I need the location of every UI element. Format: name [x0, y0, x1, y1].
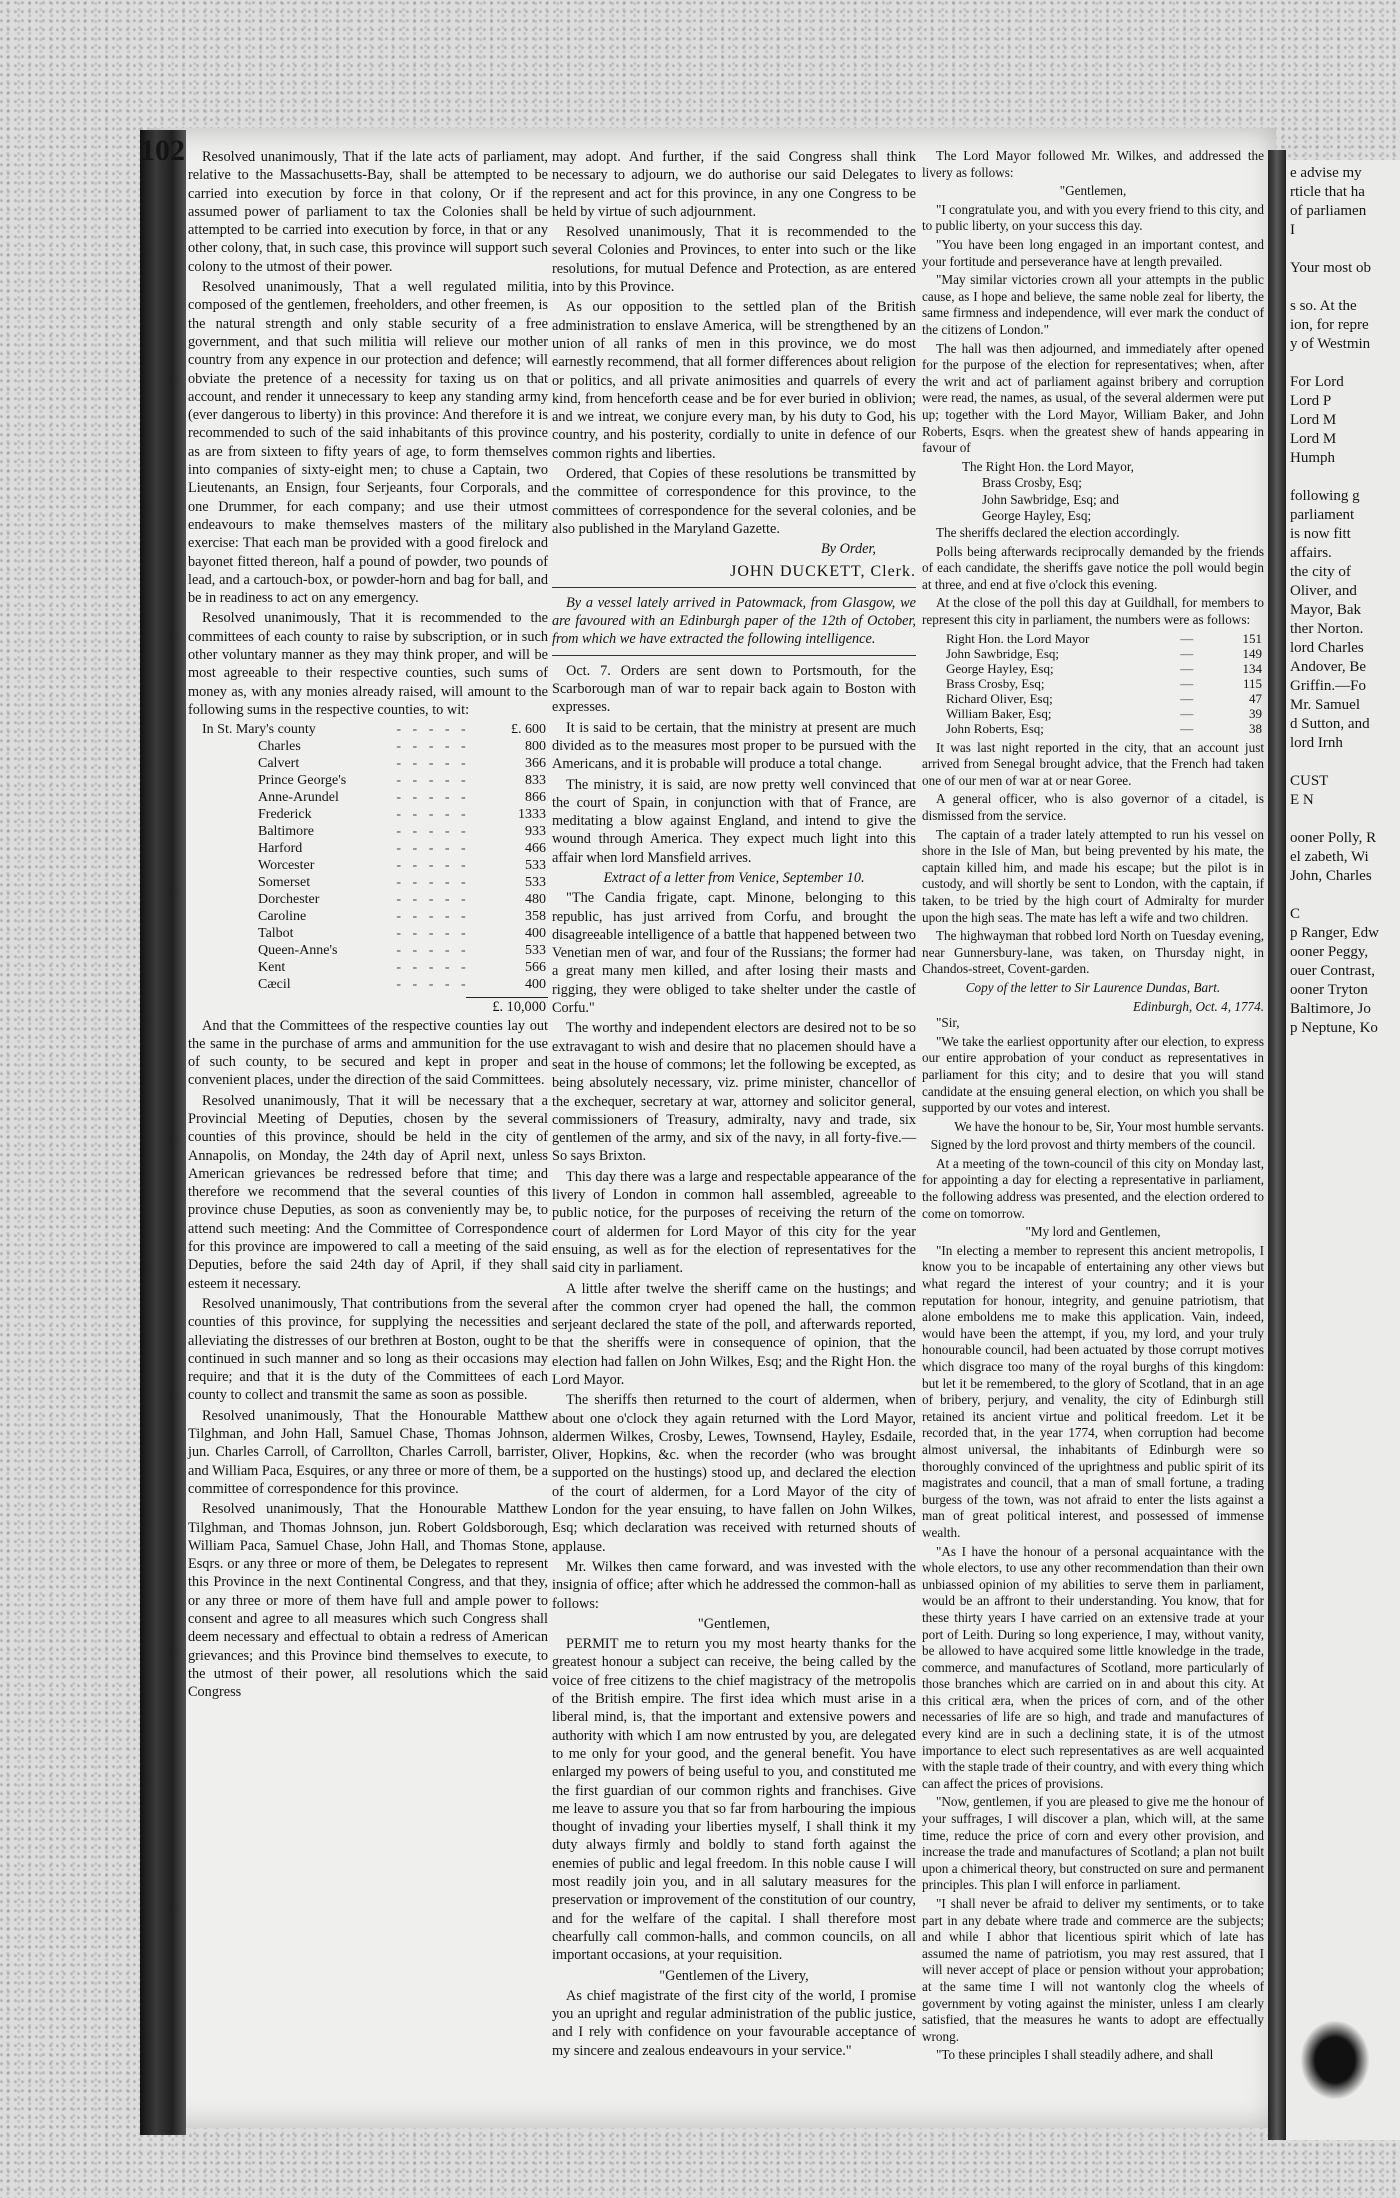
adjacent-page-line: ooner Peggy,: [1290, 944, 1369, 960]
news-paragraph: It is said to be certain, that the ministry at present are much divided as to the measures most proper to be pursued with the Americans, and it is probable will produce a total change.: [552, 719, 916, 773]
county-row: [188, 772, 548, 789]
adjacent-page-line: Lord M: [1290, 412, 1337, 428]
speech-paragraph: "As I have the honour of a personal acquaintance with the whole electors, to use any other recommendation than their own unbiassed opinion of my abilities to serve them in parliament, would be an affront to their understanding. You know, that for these thirty years I have carried on an extensive trade at your port of Leith. During so long experience, I may, without vanity, be allowed to have acquired some little knowledge in the trade, commerce, and manufactures of Scotland, more particularly of those branches which are carried on in and about this city. At this critical æra, when the prices of corn, and of the other necessaries of life are so high, and trade and manufactures of every kind are in such a declining state, it is of the utmost importance to elect such representatives as are well acquainted with the staple trade of their country, and with every thing which can affect the prices of provisions.: [922, 1543, 1264, 1791]
county-amount: 533: [525, 943, 546, 959]
county-name: Prince George's: [258, 773, 347, 789]
leader-dots: —: [1180, 690, 1198, 706]
candidate-votes: 134: [1242, 660, 1262, 676]
leader-dots: - - - - -: [396, 926, 470, 942]
speech-paragraph: "Now, gentlemen, if you are pleased to give me the honour of your suffrages, I will discover a plan, which will, at the same time, reduce the price of corn and every other provision, and increase the trade and manufactures of Scotland; a plan not built upon a chimerical theory, but constructed on sure and permanent principles. This plan I will enforce in parliament.: [922, 1794, 1264, 1893]
adjacent-page-line: ooner Tryton: [1290, 982, 1368, 998]
candidate-name: William Baker, Esq;: [946, 705, 1052, 721]
adjacent-page-line: is now fitt: [1290, 526, 1351, 542]
news-paragraph: At a meeting of the town-council of this city on Monday last, for appointing a day for electing a representative in parliament, the following address was presented, and the election ordered to come on tomorrow.: [922, 1155, 1264, 1221]
county-amount: 533: [525, 858, 546, 874]
resolution-paragraph: Resolved unanimously, That contributions from the several counties of this province, for supplying the necessities and alleviating the distresses of our brethren at Boston, ought to be continued in such manner and so long as their occasions may require; and that it is the duty of the Committees of each county to collect and transmit the same as soon as possible.: [188, 1295, 548, 1404]
leader-dots: - - - - -: [396, 790, 470, 806]
county-row: [188, 823, 548, 840]
candidate-votes: 115: [1242, 675, 1262, 691]
poll-row: [922, 691, 1264, 706]
leader-dots: —: [1180, 705, 1198, 721]
candidate-votes: 47: [1249, 690, 1262, 706]
resolution-paragraph: Resolved unanimously, That the Honourable Matthew Tilghman, and Thomas Johnson, jun. Robert Goldsborough, William Paca, Samuel Chase, John Hall, and Thomas Stone, Esqrs. or any three or more of them, be Delegates to represent this Province in the next Continental Congress, and that they, or any three or more of them have full and ample power to consent and agree to all measures which such Congress shall deem necessary and effectual to obtain a redress of American grievances; and this Province bind themselves to execute, to the utmost of their power, all resolutions which the said Congress: [188, 1501, 548, 1701]
adjacent-page-line: ion, for repre: [1290, 317, 1369, 333]
adjacent-page-line: e advise my: [1290, 165, 1362, 181]
letter-dateline: Edinburgh, Oct. 4, 1774.: [1132, 998, 1264, 1014]
county-row: [188, 840, 548, 857]
resolution-paragraph: Resolved unanimously, That it is recommended to the several Colonies and Provinces, to enter into such or the like resolutions, for mutual Defence and Protection, as are entered into by this Province.: [552, 224, 916, 296]
speech-salutation: "Gentlemen of the Livery,: [659, 1967, 809, 1984]
resolution-paragraph: As our opposition to the settled plan of the British administration to enslave America, will be strengthened by an union of all ranks of men in this province, we do most earnestly recommend, that all former differences about religion or politics, and all private animosities and quarrels of every kind, from henceforth cease and be for ever buried in oblivion; and we intreat, we conjure every man, by his duty to God, his country, and his posterity, cordially to unite in defence of our common rights and liberties.: [552, 299, 916, 462]
adjacent-page-line: p Neptune, Ko: [1290, 1020, 1378, 1036]
news-paragraph: The worthy and independent electors are desired not to be so extravagant to wish and desire that no placemen should have a seat in the house of commons; let the following be excepted, as being absolutely necessary, viz. prime minister, chancellor of the exchequer, secretary at war, attorney and solicitor general, commissioners of Treasury, admiralty, navy and trade, six gentlemen of the army, and six of the navy, in all forty-five.—So says Brixton.: [552, 1020, 916, 1165]
speech-salutation: "Gentlemen,: [697, 1615, 771, 1632]
adjacent-page-line: following g: [1290, 488, 1360, 504]
county-row: [188, 942, 548, 959]
county-row: [188, 721, 548, 738]
adjacent-page-line: [1286, 753, 1400, 772]
adjacent-page-line: [1286, 354, 1400, 373]
adjacent-page-line: Your most ob: [1290, 260, 1371, 276]
adjacent-page-line: rticle that ha: [1290, 184, 1365, 200]
county-row: [188, 789, 548, 806]
column-2: [552, 148, 916, 2062]
resolution-paragraph: Resolved unanimously, That if the late acts of parliament, relative to the Massachusetts-Bay, shall be attempted to be carried into execution by force in that colony, Or if the assumed power of parliament to tax the Colonies shall be attempted to be carried into execution by force, in that or any other colony, that, in such case, this province will support such colony to the utmost of their power.: [188, 149, 548, 275]
adjacent-page-line: affairs.: [1290, 545, 1332, 561]
adjacent-page-line: lord Irnh: [1290, 735, 1343, 751]
county-amount: 366: [525, 756, 546, 772]
county-amount: 833: [525, 773, 546, 789]
county-sums-table: [188, 721, 548, 993]
county-name: Kent: [258, 960, 286, 976]
leader-dots: - - - - -: [396, 773, 470, 789]
county-row: [188, 738, 548, 755]
by-order: By Order,: [820, 541, 876, 558]
candidate-name: George Hayley, Esq;: [946, 660, 1054, 676]
leader-dots: - - - - -: [396, 875, 470, 891]
county-amount: 358: [525, 909, 546, 925]
county-amount: 466: [525, 841, 546, 857]
page-number: 102: [140, 134, 185, 167]
county-row: [188, 908, 548, 925]
news-paragraph: Oct. 7. Orders are sent down to Portsmouth, for the Scarborough man of war to repair back again to Boston with expresses.: [552, 662, 916, 716]
adjacent-page-line: [1286, 278, 1400, 297]
adjacent-page-line: d Sutton, and: [1290, 716, 1370, 732]
speech-paragraph: "May similar victories crown all your attempts in the public cause, as I hope and believe, the same noble zeal for liberty, the same firmness and independence, will ever mark the conduct of the citizens of London.": [922, 272, 1264, 337]
adjacent-page-line: CUST: [1290, 773, 1329, 789]
county-amount: 566: [525, 960, 546, 976]
news-paragraph: At the close of the poll this day at Guildhall, for members to represent this city in parliament, the numbers were as follows:: [922, 595, 1264, 628]
poll-row: [922, 646, 1264, 661]
county-row: [188, 755, 548, 772]
poll-row: [922, 721, 1264, 736]
county-amount: 480: [525, 892, 546, 908]
adjacent-page-line: ther Norton.: [1290, 621, 1364, 637]
county-name: In St. Mary's county: [202, 722, 316, 738]
news-paragraph: A general officer, who is also governor of a citadel, is dismissed from the service.: [922, 791, 1264, 823]
leader-dots: —: [1180, 675, 1198, 691]
adjacent-page-line: E N: [1290, 792, 1314, 808]
leader-dots: - - - - -: [396, 841, 470, 857]
resolution-paragraph: Resolved unanimously, That it will be necessary that a Provincial Meeting of Deputies, chosen by the several counties of this province, should be held in the city of Annapolis, on Monday, the 24th day of April next, unless American grievances be redressed before that time; and therefore we recommend that the several counties of this province chuse Deputies, as soon as conveniently may be, to attend such meeting: And the Committee of Correspondence for this province are impowered to call a meeting of the said Deputies, before the said 24th day of April, if they shall esteem it necessary.: [188, 1092, 548, 1292]
county-name: Dorchester: [258, 892, 320, 908]
news-paragraph: The hall was then adjourned, and immediately after opened for the purpose of the election for representatives; when, after the writ and act of parliament against bribery and corruption were read, the names, as usual, of the several aldermen were put up; together with the Lord Mayor, William Baker, and John Roberts, Esqrs. when the greatest shew of hands appearing in favour of: [922, 340, 1264, 456]
county-amount: 1333: [518, 807, 546, 823]
news-paragraph: The highwayman that robbed lord North on Tuesday evening, near Gunnersbury-lane, was taken, on Thursday night, in Chandos-street, Covent-garden.: [922, 928, 1264, 977]
adjacent-page-line: [1286, 468, 1400, 487]
county-name: Anne-Arundel: [258, 790, 339, 806]
county-row: [188, 891, 548, 908]
leader-dots: - - - - -: [396, 977, 470, 993]
candidate-name: Right Hon. the Lord Mayor: [946, 630, 1090, 646]
county-name: Cæcil: [258, 977, 291, 993]
county-row: [188, 976, 548, 993]
resolution-paragraph: may adopt. And further, if the said Congress shall think necessary to adjourn, we do authorise our said Delegates to represent and act for this province, in any one Congress to be held by virtue of such adjournment.: [552, 149, 916, 220]
county-row: [188, 959, 548, 976]
leader-dots: - - - - -: [396, 909, 470, 925]
speech-paragraph: As chief magistrate of the first city of the world, I promise you an upright and regular administration of the public justice, and I rely with confidence on your favourable acceptance of my sincere and zealous endeavours in your service.": [552, 1987, 916, 2059]
clerk-signature: JOHN DUCKETT, Clerk.: [730, 562, 916, 580]
county-row: [188, 925, 548, 942]
adjacent-page-line: Oliver, and: [1290, 583, 1357, 599]
county-row: [188, 874, 548, 891]
poll-table: [922, 631, 1264, 736]
county-name: Caroline: [258, 909, 307, 925]
county-name: Frederick: [258, 807, 312, 823]
leader-dots: - - - - -: [396, 756, 470, 772]
county-name: Talbot: [258, 926, 294, 942]
county-name: Queen-Anne's: [258, 943, 338, 959]
county-amount: 800: [525, 739, 546, 755]
adjacent-page-line: s so. At the: [1290, 298, 1357, 314]
letter-signed: Signed by the lord provost and thirty members of the council.: [930, 1137, 1256, 1153]
leader-dots: - - - - -: [396, 892, 470, 908]
nominee: Brass Crosby, Esq;: [982, 475, 1082, 491]
leader-dots: - - - - -: [396, 824, 470, 840]
leader-dots: —: [1180, 660, 1198, 676]
adjacent-page-line: lord Charles: [1290, 640, 1364, 656]
candidate-votes: 151: [1242, 630, 1262, 646]
speech-paragraph: "In electing a member to represent this ancient metropolis, I know you to be incapable of entertaining any other views but what regard the interest of your country; and it is your reputation for honour, integrity, and genuine patriotism, that alone emboldens me to make this application. Vain, indeed, would have been the attempt, if you, my lord, and your truly honourable council, had been actuated by those corrupt motives which disgrace too many of the royal burghs of this kingdom: but let it be remembered, to the glory of Scotland, that in an age of bribery, perjury, and venality, the city of Edinburgh still retained its ancient virtue and political freedom. Let it be recorded that, in the year 1774, when corruption had become almost universal, the inhabitants of Edinburgh were so thoroughly convinced of the uprightness and public spirit of its magistrates and council, that a man of small fortune, a trading burgess of the town, was not afraid to enter the lists against a man of great political interest, and possessed of immense wealth.: [922, 1242, 1264, 1540]
adjacent-page-line: Humph: [1290, 450, 1335, 466]
news-intro: By a vessel lately arrived in Patowmack, from Glasgow, we are favoured with an Edinburgh paper of the 12th of October, from which we have extracted the following intelligence.: [552, 594, 916, 648]
adjacent-page-line: Baltimore, Jo: [1290, 1001, 1371, 1017]
adjacent-page-line: Griffin.—Fo: [1290, 678, 1366, 694]
leader-dots: - - - - -: [396, 722, 470, 738]
letter-salutation: "Sir,: [936, 1015, 960, 1031]
county-sums-total: £. 10,000: [466, 997, 548, 1016]
resolution-paragraph: Resolved unanimously, That it is recommended to the committees of each county to raise by subscription, or in such other voluntary manner as they may think proper, and will be most agreeable to their respective counties, such sums of money as, with any monies already raised, will amount to the following sums in the respective counties, to wit:: [188, 610, 548, 718]
leader-dots: —: [1180, 645, 1198, 661]
column-1: [188, 148, 548, 1703]
adjacent-page-line: [1286, 810, 1400, 829]
adjacent-page-line: Lord M: [1290, 431, 1337, 447]
county-name: Somerset: [258, 875, 311, 891]
county-amount: 533: [525, 875, 546, 891]
speech-paragraph: "You have been long engaged in an important contest, and your fortitude and perseverance have at length prevailed.: [922, 236, 1264, 269]
adjacent-page-line: of parliamen: [1290, 203, 1367, 219]
page-gutter: [1268, 150, 1286, 2140]
nominee: The Right Hon. the Lord Mayor,: [962, 458, 1134, 474]
ink-smear: [1300, 2020, 1370, 2100]
adjacent-page-fragment: [1286, 160, 1400, 2140]
county-name: Charles: [258, 739, 301, 755]
speech-paragraph: PERMIT me to return you my most hearty thanks for the greatest honour a subject can receive, the being called by the voice of free citizens to the chief magistracy of the metropolis of the British empire. The first idea which must arise in a liberal mind, is, that the important and extensive powers and authority with which I am now entrusted by you, are delegated to me only for your good, and the general benefit. You have enlarged my powers of being useful to you, and constituted me the first guardian of our common rights and franchises. Give me leave to assure you that so far from harbouring the impious thought of invading your liberties myself, I shall think it my duty always firmly and boldly to stand forth against the enemies of public and legal freedom. In this noble cause I will most readily join you, and in all salutary measures for the preservation or improvement of the constitution of our country, and for the welfare of the capital. I shall therefore most chearfully call common-halls, and common councils, on all important occasions, at your requisition.: [552, 1636, 916, 1964]
resolution-paragraph: Resolved unanimously, That the Honourable Matthew Tilghman, and John Hall, Samuel Chase, Thomas Johnson, jun. Charles Carroll, of Carrollton, Charles Carroll, barrister, and William Paca, Esquires, or any three or more of them, be a committee of correspondence for this province.: [188, 1407, 548, 1497]
nominee: John Sawbridge, Esq; and: [982, 491, 1119, 507]
adjacent-page-line: the city of: [1290, 564, 1351, 580]
nominee: George Hayley, Esq;: [982, 508, 1092, 524]
adjacent-page-line: C: [1290, 906, 1301, 922]
adjacent-page-line: [1286, 886, 1400, 905]
county-row: [188, 806, 548, 823]
leader-dots: - - - - -: [396, 943, 470, 959]
news-paragraph: A little after twelve the sheriff came on the hustings; and after the common cryer had opened the hall, the common serjeant declared the state of the poll, and afterwards reported, that the sheriffs were in consequence of opinion, that the election had fallen on John Wilkes, Esq; and the Right Hon. the Lord Mayor.: [552, 1280, 916, 1388]
news-paragraph: The sheriffs then returned to the court of aldermen, when about one o'clock they again returned with the Lord Mayor, aldermen Wilkes, Crosby, Lewes, Townsend, Hayley, Esdaile, Oliver, Hopkins, &c. when the recorder (who was brought supported on the hustings) stood up, and declared the election of the court of aldermen, for a Lord Mayor of the city of London for the year ensuing, to have fallen on John Wilkes, Esq; which declaration was received with returned shouts of applause.: [552, 1392, 916, 1555]
county-amount: £. 600: [511, 722, 546, 738]
adjacent-page-line: John, Charles: [1290, 868, 1372, 884]
adjacent-page-line: ouer Contrast,: [1290, 963, 1375, 979]
news-paragraph: "The Candia frigate, capt. Minone, belonging to this republic, has just arrived from Corfu, and brought the disagreeable intelligence of a battle that happened between two Venetian men of war, and four of the Russians; the former had a great many men killed, and after losing their masts and rigging, they were obliged to take shelter under the castle of Corfu.": [552, 890, 916, 1017]
candidate-votes: 149: [1242, 645, 1262, 661]
adjacent-page-line: Andover, Be: [1290, 659, 1367, 675]
section-rule: [552, 655, 916, 656]
speech-salutation: "Gentlemen,: [1059, 183, 1127, 199]
speech-paragraph: "I congratulate you, and with you every friend to this city, and to public liberty, on your success this day.: [922, 201, 1264, 234]
poll-row: [922, 676, 1264, 691]
news-paragraph: The Lord Mayor followed Mr. Wilkes, and addressed the livery as follows:: [922, 148, 1264, 180]
leader-dots: —: [1180, 630, 1198, 646]
adjacent-page-line: el zabeth, Wi: [1290, 849, 1369, 865]
candidate-name: John Roberts, Esq;: [946, 720, 1044, 736]
adjacent-page-lines: [1286, 160, 1400, 1038]
adjacent-page-line: I: [1290, 222, 1295, 238]
county-amount: 400: [525, 926, 546, 942]
candidate-name: Brass Crosby, Esq;: [946, 675, 1045, 691]
county-name: Calvert: [258, 756, 300, 772]
news-paragraph: This day there was a large and respectable appearance of the livery of London in common hall assembled, agreeable to public notice, for the purposes of receiving the return of the court of aldermen for Lord Mayor of this city for the year ensuing, as well as for the election of representatives for the said city in parliament.: [552, 1168, 916, 1277]
news-paragraph: The sheriffs declared the election accordingly.: [936, 525, 1180, 541]
adjacent-page-line: Mr. Samuel: [1290, 697, 1360, 713]
county-amount: 866: [525, 790, 546, 806]
adjacent-page-line: ooner Polly, R: [1290, 830, 1377, 846]
county-row: [188, 857, 548, 874]
candidate-name: John Sawbridge, Esq;: [946, 645, 1060, 661]
leader-dots: - - - - -: [396, 960, 470, 976]
venice-letter-heading: Extract of a letter from Venice, September 10.: [603, 869, 865, 886]
letter-paragraph: "We take the earliest opportunity after our election, to express our entire approbation of your conduct as representatives in parliament for this city; and to desire that you will stand candidate at the ensuing general election, on which you shall be supported by our votes and interest.: [922, 1033, 1264, 1116]
candidate-votes: 38: [1249, 720, 1262, 736]
adjacent-page-line: y of Westmin: [1290, 336, 1371, 352]
resolution-paragraph: And that the Committees of the respective counties lay out the same in the purchase of arms and ammunition for the use of such county, to be secured and kept in proper and convenient places, under the direction of the said Committees.: [188, 1017, 548, 1089]
county-name: Harford: [258, 841, 303, 857]
leader-dots: —: [1180, 720, 1198, 736]
leader-dots: - - - - -: [396, 739, 470, 755]
news-paragraph: The ministry, it is said, are now pretty well convinced that the court of Spain, in conjunction with that of France, are meditating a blow against England, and intend to give the wound through America. They expect much light into this affair when lord Mansfield arrives.: [552, 776, 916, 866]
book-spine: [140, 130, 186, 2135]
adjacent-page-line: parliament: [1290, 507, 1355, 523]
nominee-list: [922, 459, 1264, 525]
resolution-paragraph: Resolved unanimously, That a well regulated militia, composed of the gentlemen, freeholders, and other freemen, is the natural strength and only stable security of a free government, and that such militia will relieve our mother country from any expence in our protection and defence; will obviate the pretence of a necessity for taxing us on that account, and render it unnecessary to keep any standing army (ever dangerous to liberty) in this province: And therefore it is recommended to such of the said inhabitants of this province as are from sixteen to fifty years of age, to form themselves into companies of sixty-eight men; to chuse a Captain, two Lieutenants, an Ensign, four Serjeants, four Corporals, and one Drummer, for each company; and use their utmost endeavours to make themselves masters of the military exercise: That each man be provided with a good firelock and bayonet fitted thereon, half a pound of powder, two pounds of lead, and a cartouch-box, or powder-horn and bag for ball, and be in readiness to act on any emergency.: [188, 279, 548, 607]
candidate-votes: 39: [1249, 705, 1262, 721]
adjacent-page-line: For Lord: [1290, 374, 1344, 390]
column-3: [922, 148, 1264, 2066]
candidate-name: Richard Oliver, Esq;: [946, 690, 1053, 706]
leader-dots: - - - - -: [396, 858, 470, 874]
section-rule: [552, 587, 916, 588]
news-paragraph: It was last night reported in the city, that an account just arrived from Senegal brought advice, that the French had taken one of our men of war at or near Goree.: [922, 739, 1264, 788]
adjacent-page-line: p Ranger, Edw: [1290, 925, 1379, 941]
adjacent-page-line: [1286, 240, 1400, 259]
news-paragraph: Mr. Wilkes then came forward, and was invested with the insignia of office; after which he addressed the common-hall as follows:: [552, 1558, 916, 1612]
letter-heading: Copy of the letter to Sir Laurence Dundas, Bart.: [965, 979, 1221, 995]
resolution-paragraph: Ordered, that Copies of these resolutions be transmitted by the committee of correspondence for this province, to the committees of correspondence for the several colonies, and be also published in the Maryland Gazette.: [552, 466, 916, 537]
speech-paragraph: "To these principles I shall steadily adhere, and shall: [936, 2047, 1214, 2063]
adjacent-page-line: Lord P: [1290, 393, 1332, 409]
adjacent-page-line: Mayor, Bak: [1290, 602, 1362, 618]
news-paragraph: The captain of a trader lately attempted to run his vessel on shore in the Isle of Man, but being prevented by his mate, the captain killed him, and made his escape; but the pilot is in custody, and will shortly be sent to London, with the captain, if taken, to be tried by the high court of Admiralty for murder upon the high seas. The mate has left a wife and two children.: [922, 826, 1264, 925]
county-name: Baltimore: [258, 824, 314, 840]
poll-row: [922, 631, 1264, 646]
speech-paragraph: "I shall never be afraid to deliver my sentiments, or to take part in any debate where trade and commerce are the subjects; and while I abhor that licentious spirit which of late has assumed the name of patriotism, you may rest assured, that I will never accept of place or pension without your approbation; at the same time I will not wantonly clog the wheels of government by voting against the minister, unless I am clearly satisfied, that the measures he wants to adopt are effectually wrong.: [922, 1896, 1264, 2044]
county-amount: 400: [525, 977, 546, 993]
poll-row: [922, 661, 1264, 676]
news-paragraph: Polls being afterwards reciprocally demanded by the friends of each candidate, the sheriffs gave notice the poll would begin at three, and end at five o'clock this evening.: [922, 543, 1264, 592]
poll-row: [922, 706, 1264, 721]
speech-salutation: "My lord and Gentlemen,: [1025, 1224, 1161, 1240]
county-amount: 933: [525, 824, 546, 840]
county-name: Worcester: [258, 858, 315, 874]
leader-dots: - - - - -: [396, 807, 470, 823]
letter-closing: We have the honour to be, Sir, Your most humble servants.: [954, 1118, 1264, 1134]
